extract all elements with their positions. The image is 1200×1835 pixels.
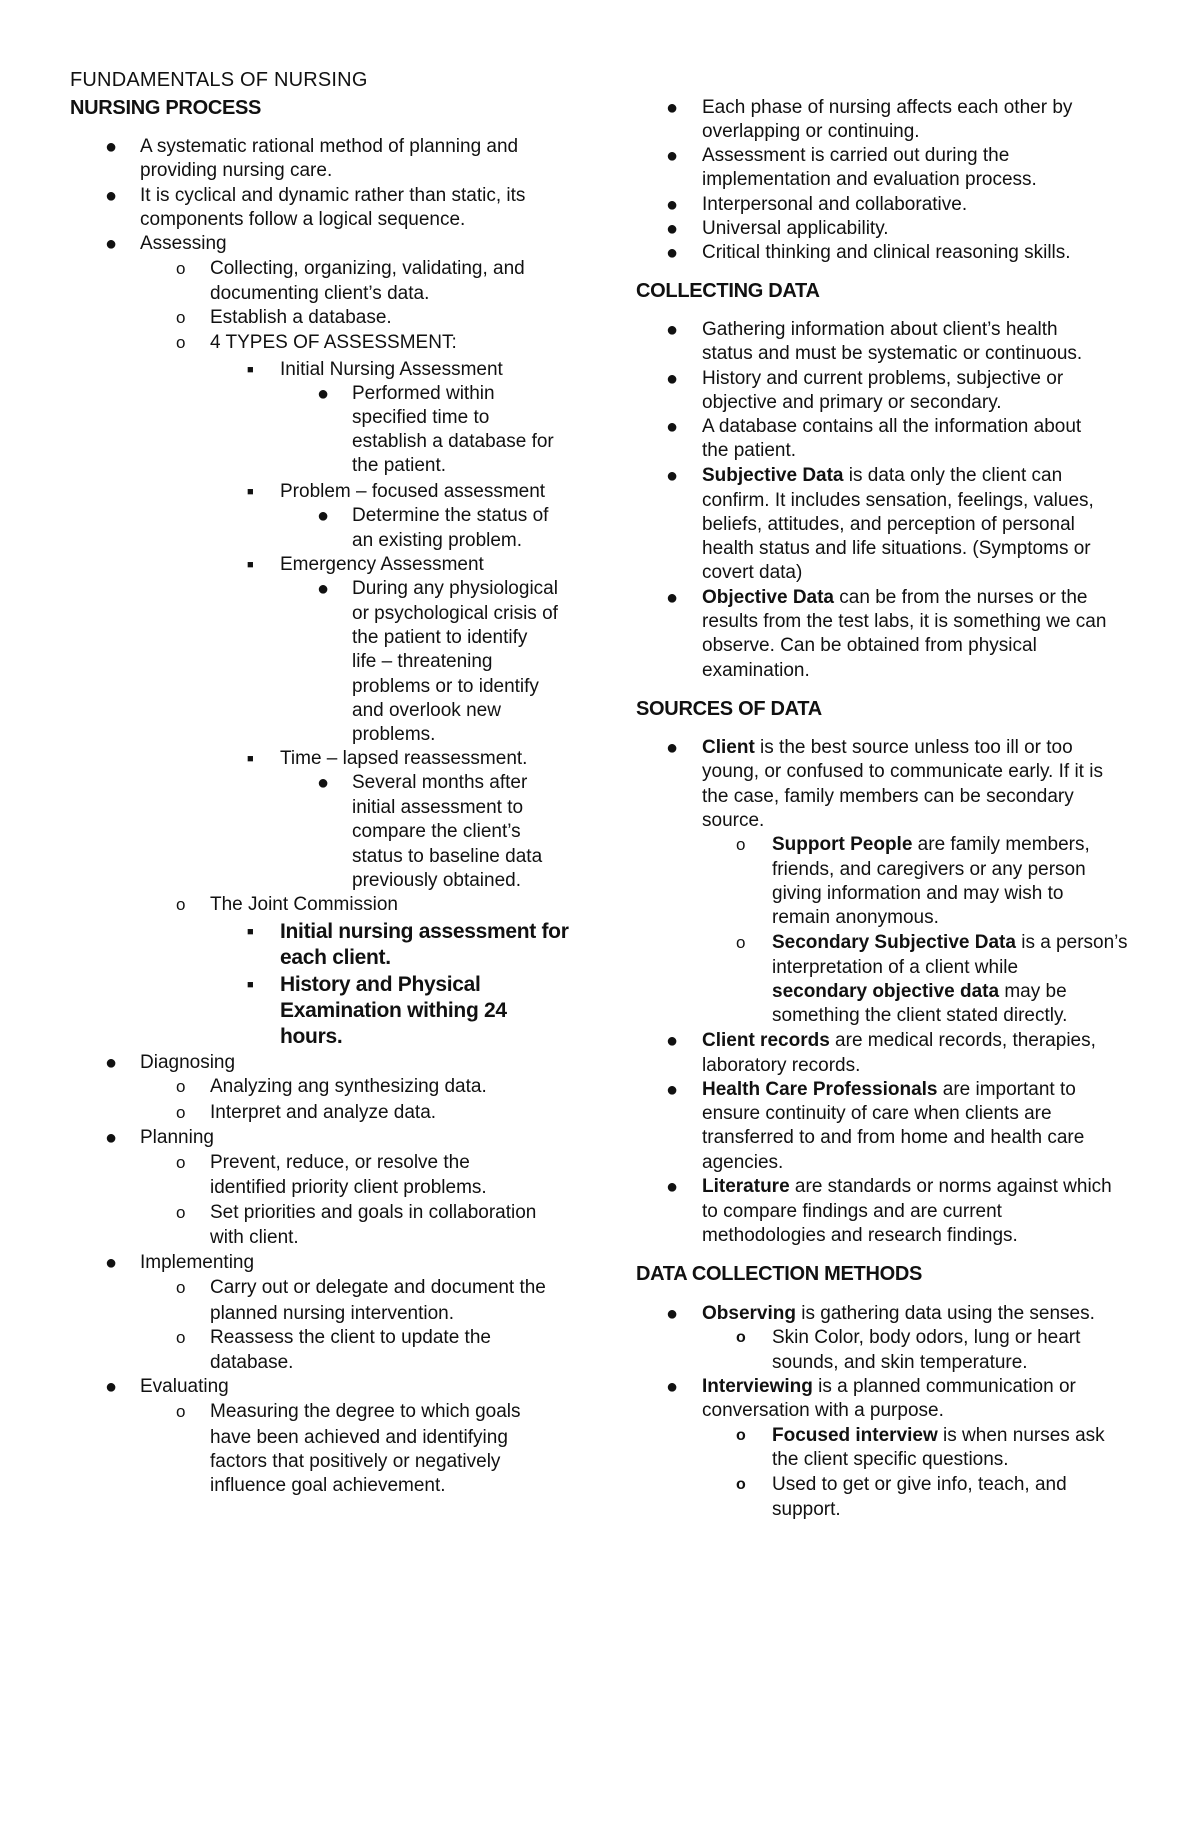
list-item-text: methodologies and research findings.	[702, 1225, 1018, 1246]
list-item-text: Health Care Professionals are important to	[702, 1079, 1076, 1100]
list-item-text: status to baseline data	[352, 846, 543, 867]
list-item-text: Determine the status of	[352, 505, 549, 526]
bullet-circle: o	[176, 308, 186, 327]
bullet-circle: o	[176, 1153, 186, 1172]
list-item-text: Measuring the degree to which goals	[210, 1401, 521, 1422]
list-item-text: database.	[210, 1352, 294, 1373]
list-item-text: agencies.	[702, 1152, 784, 1173]
list-item-text: sounds, and skin temperature.	[772, 1352, 1028, 1373]
list-item-text: providing nursing care.	[140, 160, 333, 181]
list-item-text: compare the client’s	[352, 821, 521, 842]
list-item-text: Assessing	[140, 233, 227, 254]
list-item-text: Subjective Data is data only the client can	[702, 465, 1063, 486]
list-item-text: support.	[772, 1499, 841, 1520]
bullet-dot: ●	[666, 1176, 679, 1198]
list-item-text: life – threatening	[352, 651, 493, 672]
list-item-text: something the client stated directly.	[772, 1005, 1068, 1026]
bullet-dot: ●	[317, 772, 330, 794]
list-item-text: laboratory records.	[702, 1055, 861, 1076]
list-item-text: or psychological crisis of	[352, 603, 558, 624]
term-objective-data: Objective Data	[702, 587, 834, 608]
section-heading-sources-of-data: SOURCES OF DATA	[636, 698, 822, 720]
list-item-text: Performed within	[352, 383, 495, 404]
list-item-text: have been achieved and identifying	[210, 1427, 508, 1448]
bullet-dot: ●	[666, 368, 679, 390]
term-subjective-data: Subjective Data	[702, 465, 844, 486]
list-item-text: Emergency Assessment	[280, 554, 484, 575]
bullet-circle: o	[176, 1328, 186, 1347]
bullet-dot: ●	[105, 185, 118, 207]
list-item-text: identified priority client problems.	[210, 1177, 487, 1198]
list-item-text: initial assessment to	[352, 797, 524, 818]
bullet-circle: o	[176, 333, 186, 352]
list-item-text: Carry out or delegate and document the	[210, 1277, 546, 1298]
list-item-text: Skin Color, body odors, lung or heart	[772, 1327, 1081, 1348]
bullet-dot: ●	[317, 383, 330, 405]
list-item-text: transferred to and from home and health care	[702, 1127, 1085, 1148]
list-item-text: each client.	[280, 946, 391, 969]
bullet-circle: o	[176, 1402, 186, 1421]
term-client-records: Client records	[702, 1030, 830, 1051]
list-item-text: Interpret and analyze data.	[210, 1102, 437, 1123]
bullet-square: ■	[247, 364, 254, 376]
list-item-text: The Joint Commission	[210, 894, 398, 915]
list-item-text: hours.	[280, 1025, 343, 1048]
list-item-text: components follow a logical sequence.	[140, 209, 466, 230]
list-item-text: Evaluating	[140, 1376, 229, 1397]
bullet-square: ■	[247, 486, 254, 498]
list-item-text: It is cyclical and dynamic rather than static, its	[140, 185, 526, 206]
list-item-text: previously obtained.	[352, 870, 521, 891]
list-item-text: Support People are family members,	[772, 834, 1090, 855]
list-item-text: Implementing	[140, 1252, 255, 1273]
list-item-text: young, or confused to communicate early. If it is	[702, 761, 1103, 782]
bullet-dot: ●	[105, 1252, 118, 1274]
bullet-dot: ●	[666, 587, 679, 609]
section-heading-collecting-data: COLLECTING DATA	[636, 280, 820, 302]
list-item-text: Literature are standards or norms against which	[702, 1176, 1112, 1197]
list-item-text: factors that positively or negatively	[210, 1451, 501, 1472]
term-focused-interview: Focused interview	[772, 1425, 938, 1446]
bullet-dot: ●	[666, 218, 679, 240]
list-item-text: Reassess the client to update the	[210, 1327, 491, 1348]
list-item-text: Time – lapsed reassessment.	[280, 748, 528, 769]
list-item-text: overlapping or continuing.	[702, 121, 920, 142]
list-item-text: Objective Data can be from the nurses or the	[702, 587, 1088, 608]
list-item-text: Analyzing ang synthesizing data.	[210, 1076, 487, 1097]
list-item-text: health status and life situations. (Symptoms or	[702, 538, 1091, 559]
list-item-text: History and Physical	[280, 973, 481, 996]
list-item-text: conversation with a purpose.	[702, 1400, 944, 1421]
list-item-text: an existing problem.	[352, 530, 523, 551]
list-item-text: the case, family members can be secondary	[702, 786, 1074, 807]
bullet-square: ■	[247, 926, 254, 938]
list-item-text: objective and primary or secondary.	[702, 392, 1002, 413]
bullet-circle: o	[736, 1476, 746, 1493]
list-item-text: giving information and may wish to	[772, 883, 1064, 904]
list-item-text: source.	[702, 810, 765, 831]
bullet-dot: ●	[666, 242, 679, 264]
list-item-text: friends, and caregivers or any person	[772, 859, 1086, 880]
section-heading-nursing-process: NURSING PROCESS	[70, 97, 262, 119]
bullet-circle: o	[176, 1077, 186, 1096]
bullet-circle: o	[176, 1103, 186, 1122]
list-item-text: History and current problems, subjective or	[702, 368, 1064, 389]
bullet-dot: ●	[105, 233, 118, 255]
list-item-text: specified time to	[352, 407, 490, 428]
list-item-text: establish a database for	[352, 431, 554, 452]
bullet-dot: ●	[666, 1376, 679, 1398]
list-item-text: Several months after	[352, 772, 528, 793]
list-item-text: A systematic rational method of planning and	[140, 136, 519, 157]
term-support-people: Support People	[772, 834, 913, 855]
list-item-text: examination.	[702, 660, 810, 681]
bullet-dot: ●	[317, 505, 330, 527]
list-item-text: beliefs, attitudes, and perception of personal	[702, 514, 1075, 535]
list-item-text: ensure continuity of care when clients are	[702, 1103, 1052, 1124]
bullet-dot: ●	[666, 416, 679, 438]
list-item-text: Set priorities and goals in collaboration	[210, 1202, 537, 1223]
list-item-text: Client records are medical records, therapies,	[702, 1030, 1096, 1051]
list-item-text: remain anonymous.	[772, 907, 939, 928]
bullet-circle: o	[176, 895, 186, 914]
bullet-square: ■	[247, 753, 254, 765]
list-item-text: Secondary Subjective Data is a person’s	[772, 932, 1128, 953]
list-item-text: covert data)	[702, 562, 803, 583]
bullet-circle: o	[736, 1329, 746, 1346]
list-item-text: influence goal achievement.	[210, 1475, 446, 1496]
list-item-text: status and must be systematic or continuous.	[702, 343, 1083, 364]
list-item-text: Interviewing is a planned communication or	[702, 1376, 1076, 1397]
list-item-text: Planning	[140, 1127, 214, 1148]
bullet-circle: o	[176, 1203, 186, 1222]
list-item-text: Diagnosing	[140, 1052, 236, 1073]
bullet-square: ■	[247, 559, 254, 571]
list-item-text: Used to get or give info, teach, and	[772, 1474, 1067, 1495]
list-item-text: Each phase of nursing affects each other by	[702, 97, 1073, 118]
list-item-text: the patient.	[352, 455, 447, 476]
list-item-text: observe. Can be obtained from physical	[702, 635, 1037, 656]
bullet-dot: ●	[105, 1127, 118, 1149]
bullet-dot: ●	[666, 1303, 679, 1325]
term-secondary-objective-data: secondary objective data	[772, 981, 1000, 1002]
bullet-dot: ●	[666, 145, 679, 167]
bullet-circle: o	[176, 1278, 186, 1297]
term-health-care-professionals: Health Care Professionals	[702, 1079, 938, 1100]
list-item-text: the patient to identify	[352, 627, 528, 648]
term-literature: Literature	[702, 1176, 790, 1197]
list-item-text: During any physiological	[352, 578, 558, 599]
list-item-text: Focused interview is when nurses ask	[772, 1425, 1105, 1446]
list-item-text: with client.	[210, 1227, 299, 1248]
list-item-text: secondary objective data may be	[772, 981, 1067, 1002]
term-secondary-subjective-data: Secondary Subjective Data	[772, 932, 1016, 953]
list-item-text: Initial Nursing Assessment	[280, 359, 503, 380]
bullet-dot: ●	[666, 1079, 679, 1101]
list-item-text: Client is the best source unless too ill or too	[702, 737, 1073, 758]
term-observing: Observing	[702, 1303, 796, 1324]
list-item-text: Gathering information about client’s health	[702, 319, 1058, 340]
bullet-circle: o	[736, 835, 746, 854]
list-item-text: implementation and evaluation process.	[702, 169, 1037, 190]
list-item-text: Interpersonal and collaborative.	[702, 194, 968, 215]
document-title: FUNDAMENTALS OF NURSING	[70, 69, 368, 91]
bullet-square: ■	[247, 979, 254, 991]
list-item-text: Problem – focused assessment	[280, 481, 546, 502]
list-item-text: Prevent, reduce, or resolve the	[210, 1152, 470, 1173]
list-item-text: to compare findings and are current	[702, 1201, 1002, 1222]
bullet-dot: ●	[666, 737, 679, 759]
list-item-text: and overlook new	[352, 700, 501, 721]
bullet-dot: ●	[666, 97, 679, 119]
list-item-text: the patient.	[702, 440, 797, 461]
term-interviewing: Interviewing	[702, 1376, 813, 1397]
bullet-circle: o	[736, 933, 746, 952]
list-item-text: Universal applicability.	[702, 218, 889, 239]
list-item-text: documenting client’s data.	[210, 283, 430, 304]
list-item-text: Establish a database.	[210, 307, 392, 328]
bullet-circle: o	[736, 1427, 746, 1444]
list-item-text: results from the test labs, it is something we can	[702, 611, 1107, 632]
list-item-text: Observing is gathering data using the senses.	[702, 1303, 1095, 1324]
term-client: Client	[702, 737, 755, 758]
list-item-text: Critical thinking and clinical reasoning skills.	[702, 242, 1071, 263]
bullet-dot: ●	[666, 465, 679, 487]
bullet-dot: ●	[666, 1030, 679, 1052]
list-item-text: problems or to identify	[352, 676, 539, 697]
list-item-text: Examination withing 24	[280, 999, 507, 1022]
list-item-text: Initial nursing assessment for	[280, 920, 569, 943]
list-item-text: planned nursing intervention.	[210, 1303, 455, 1324]
bullet-dot: ●	[666, 319, 679, 341]
list-item-text: interpretation of a client while	[772, 957, 1019, 978]
list-item-text: problems.	[352, 724, 436, 745]
bullet-circle: o	[176, 259, 186, 278]
bullet-dot: ●	[105, 1376, 118, 1398]
list-item-text: Assessment is carried out during the	[702, 145, 1010, 166]
list-item-text: A database contains all the information about	[702, 416, 1082, 437]
bullet-dot: ●	[105, 136, 118, 158]
list-item-text: the client specific questions.	[772, 1449, 1009, 1470]
list-item-text: 4 TYPES OF ASSESSMENT:	[210, 332, 457, 353]
section-heading-data-collection-methods: DATA COLLECTION METHODS	[636, 1263, 923, 1285]
bullet-dot: ●	[666, 194, 679, 216]
bullet-dot: ●	[317, 578, 330, 600]
bullet-dot: ●	[105, 1052, 118, 1074]
list-item-text: Collecting, organizing, validating, and	[210, 258, 525, 279]
list-item-text: confirm. It includes sensation, feelings, values,	[702, 490, 1094, 511]
